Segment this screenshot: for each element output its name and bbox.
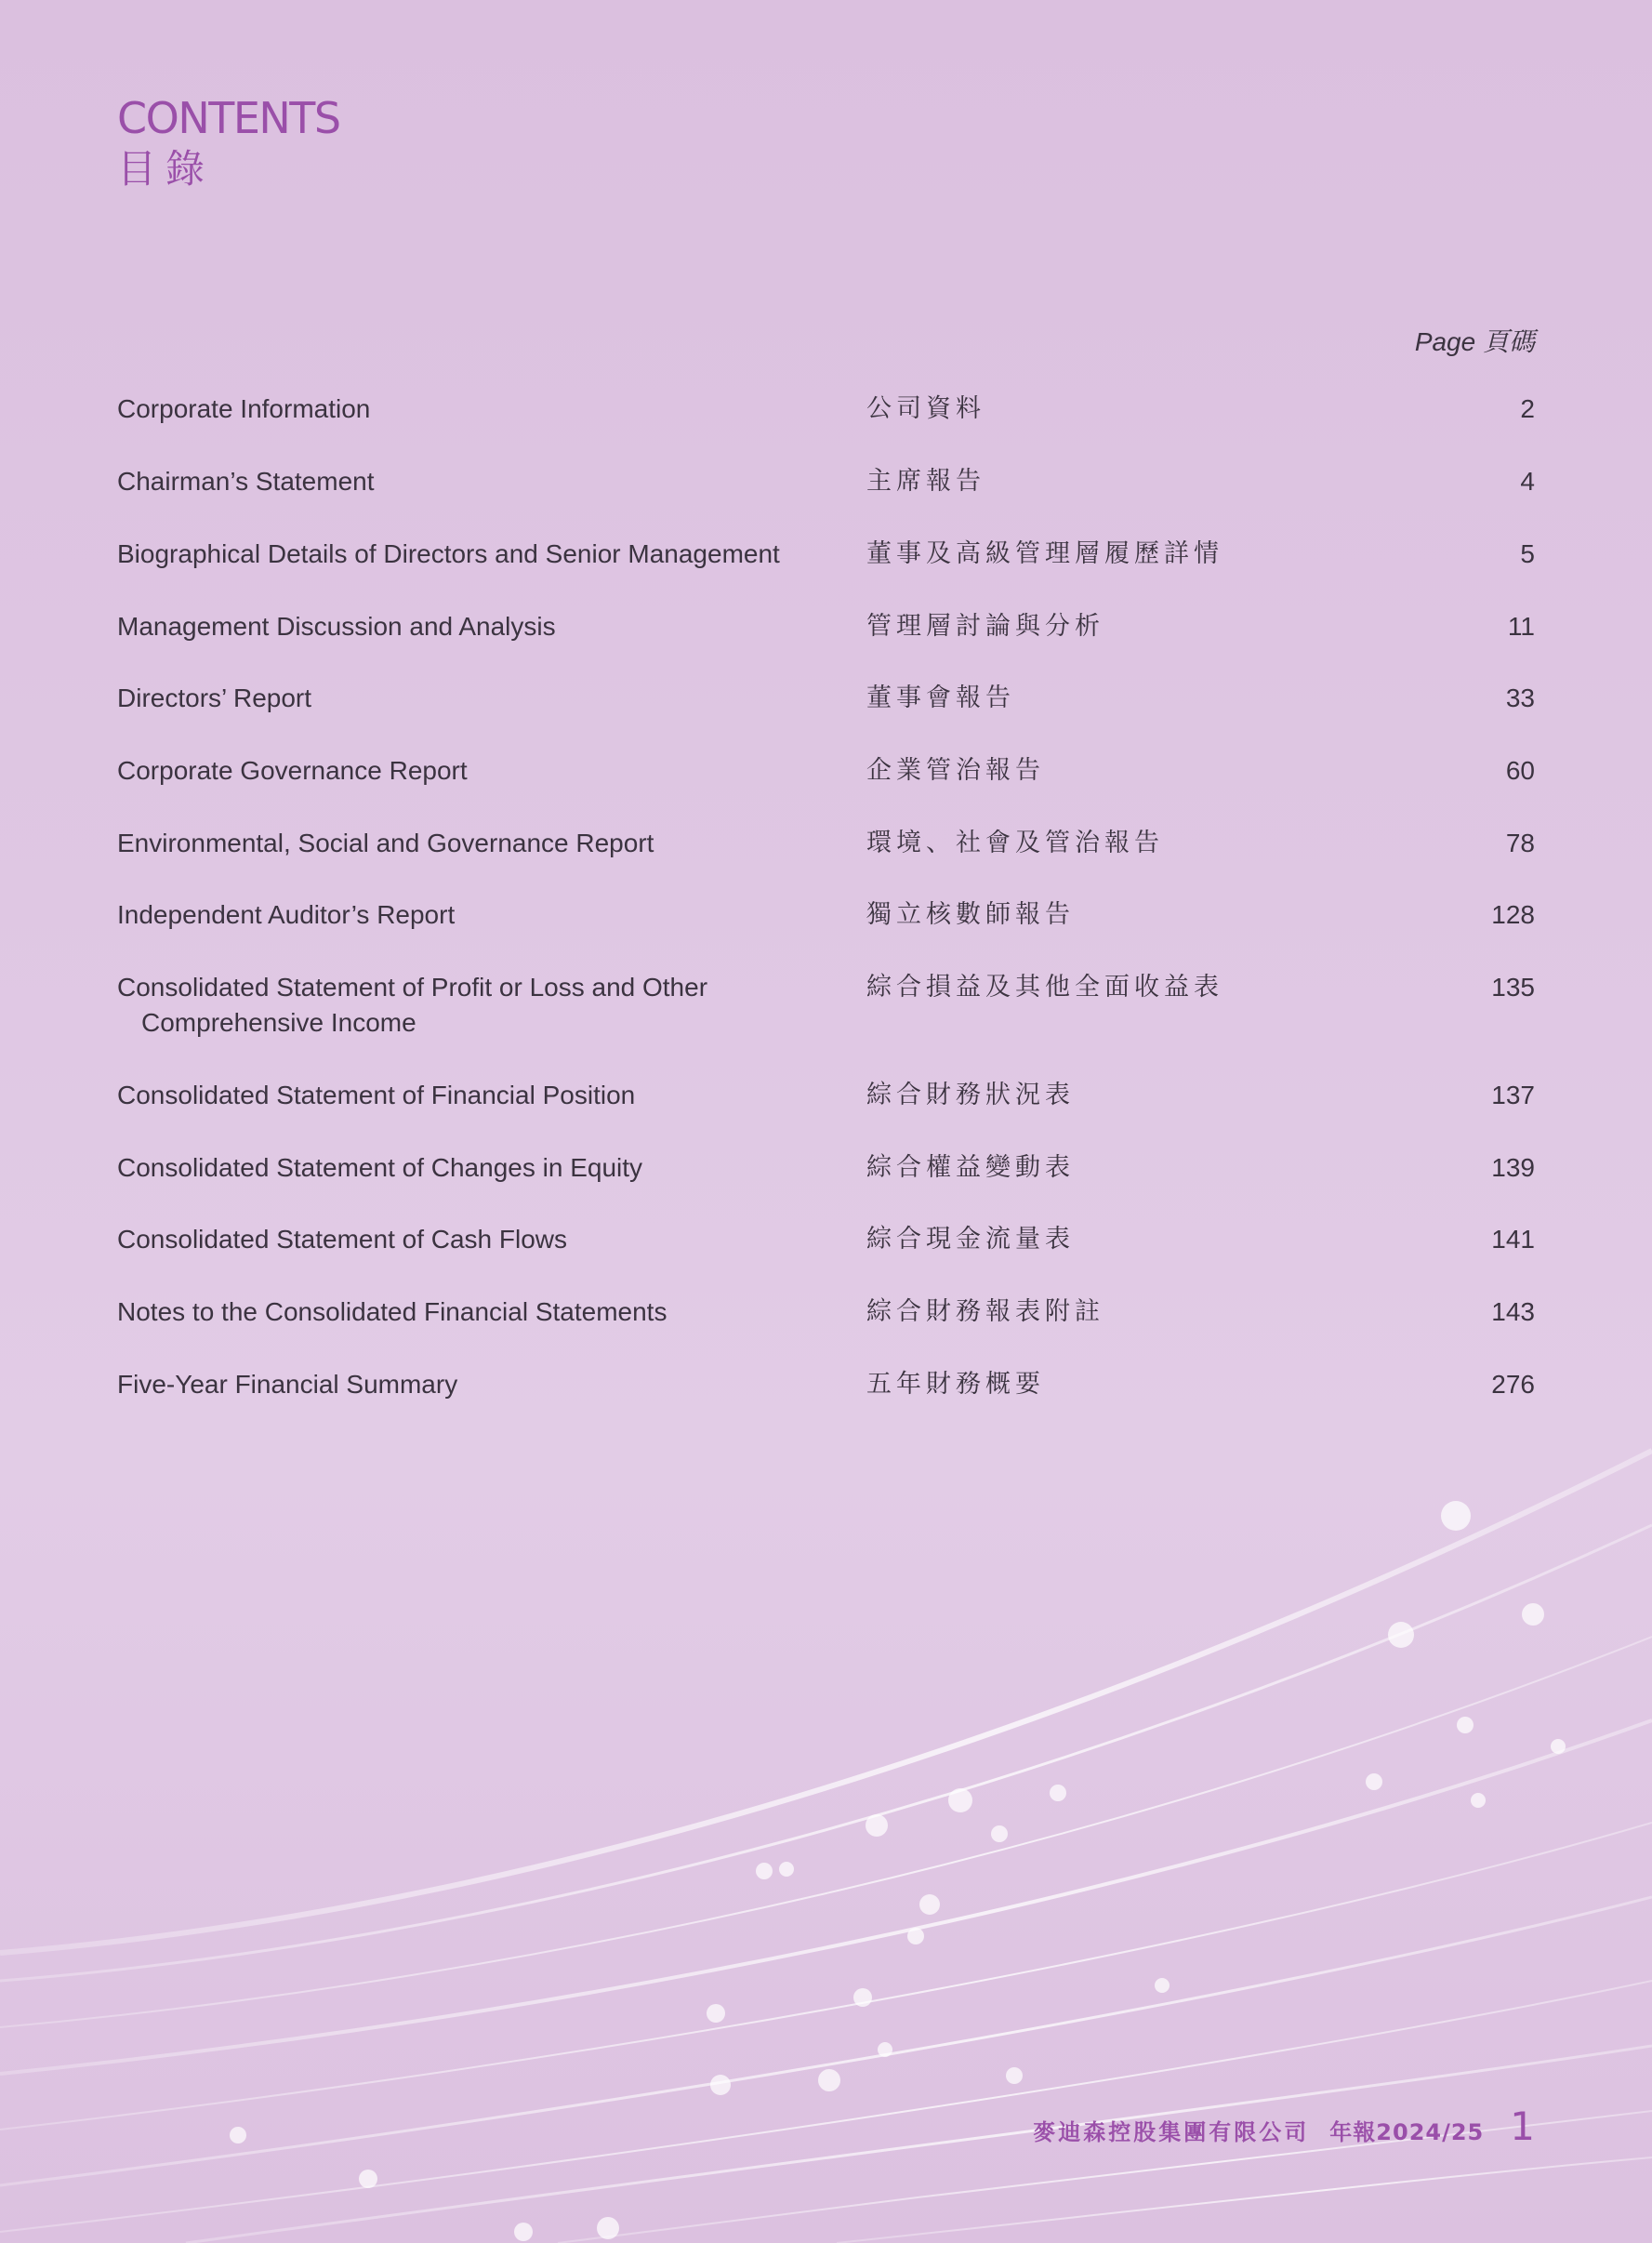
- page-footer: [1033, 2104, 1535, 2149]
- entry-title-en: [117, 970, 842, 1041]
- entry-title-zh: 綜合權益變動表: [866, 1153, 1075, 1182]
- entry-title-en: Chairman’s Statement: [117, 467, 375, 496]
- entry-title-zh: 綜合損益及其他全面收益表: [866, 973, 1223, 1002]
- entry-title-zh: 綜合現金流量表: [866, 1225, 1075, 1254]
- entry-title-zh: 董事會報告: [866, 684, 1015, 712]
- entry-title-zh: 綜合財務狀況表: [866, 1081, 1075, 1109]
- entry-page-number: 141: [1491, 1225, 1535, 1254]
- entry-title-en-line2: Comprehensive Income: [141, 1008, 416, 1037]
- entry-title-en: Corporate Information: [117, 394, 371, 423]
- entry-title-zh: 董事及高級管理層履歷詳情: [866, 539, 1223, 568]
- entry-page-number: 33: [1505, 684, 1535, 712]
- footer-company-name: 麥迪森控股集團有限公司: [1033, 2119, 1310, 2145]
- entry-title-zh: 獨立核數師報告: [866, 900, 1075, 929]
- footer-report-label: 年報2024/25: [1329, 2119, 1485, 2145]
- entry-title-en: Directors’ Report: [117, 684, 312, 712]
- entry-page-number: 128: [1491, 900, 1535, 929]
- title-chinese: 目錄: [117, 146, 215, 192]
- entry-page-number: 4: [1520, 467, 1535, 496]
- entry-title-en: Management Discussion and Analysis: [117, 612, 556, 641]
- footer-page-number: 1: [1510, 2104, 1535, 2149]
- entry-title-en: Consolidated Statement of Cash Flows: [117, 1225, 568, 1254]
- entry-title-en: Environmental, Social and Governance Report: [117, 829, 654, 857]
- title-english: CONTENTS: [117, 93, 340, 143]
- contents-title: [117, 91, 340, 193]
- entry-title-en: Consolidated Statement of Financial Position: [117, 1081, 636, 1109]
- entry-title-zh: 環境、社會及管治報告: [866, 829, 1164, 857]
- entry-page-number: 5: [1520, 539, 1535, 568]
- entry-title-zh: 企業管治報告: [866, 756, 1045, 785]
- entry-title-en: Corporate Governance Report: [117, 756, 468, 785]
- entry-title-en: Consolidated Statement of Changes in Equity: [117, 1153, 643, 1182]
- entry-title-en: Independent Auditor’s Report: [117, 900, 456, 929]
- entry-title-en: Five-Year Financial Summary: [117, 1370, 458, 1399]
- entry-page-number: 78: [1505, 829, 1535, 857]
- entry-page-number: 137: [1491, 1081, 1535, 1109]
- entry-page-number: 135: [1491, 973, 1535, 1002]
- entry-title-zh: 公司資料: [866, 394, 985, 423]
- entry-page-number: 11: [1507, 612, 1535, 641]
- entry-title-zh: 五年財務概要: [866, 1370, 1045, 1399]
- entry-title-en-line1: Consolidated Statement of Profit or Loss and Other: [117, 973, 708, 1002]
- entry-page-number: 143: [1491, 1297, 1535, 1326]
- entry-page-number: 139: [1491, 1153, 1535, 1182]
- entry-title-en: Notes to the Consolidated Financial Statements: [117, 1297, 667, 1326]
- entry-title-zh: 主席報告: [866, 467, 985, 496]
- entry-title-zh: 綜合財務報表附註: [866, 1297, 1104, 1326]
- entry-title-zh: 管理層討論與分析: [866, 612, 1104, 641]
- entry-page-number: 276: [1491, 1370, 1535, 1399]
- page-column-header: Page 頁碼: [1414, 327, 1535, 356]
- entry-page-number: 2: [1520, 394, 1535, 423]
- entry-page-number: 60: [1505, 756, 1535, 785]
- entry-title-en: Biographical Details of Directors and Senior Management: [117, 539, 780, 568]
